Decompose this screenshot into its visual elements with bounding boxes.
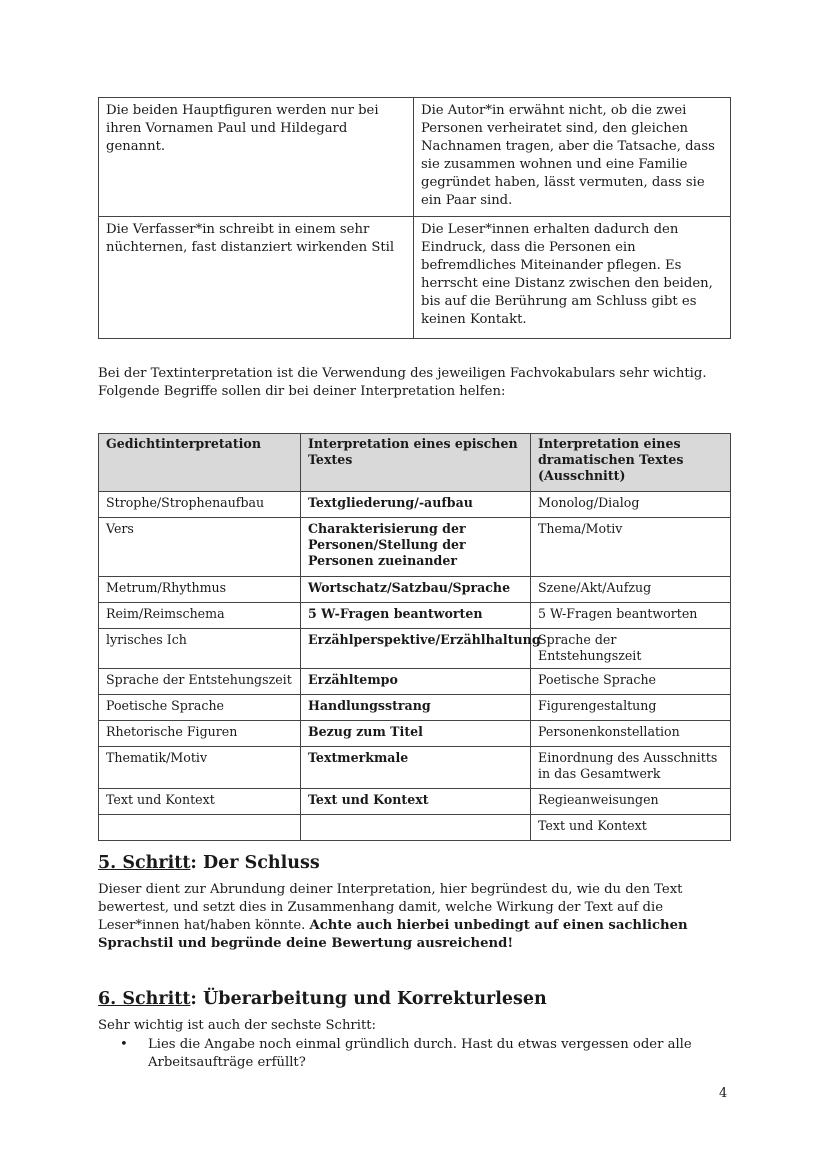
table-cell: Textgliederung/-aufbau bbox=[301, 492, 531, 518]
table-row bbox=[99, 815, 731, 841]
intro-paragraph: Bei der Textinterpretation ist die Verwendung des jeweiligen Fachvokabulars sehr wichtig. Folgende Begriffe sollen dir bei deiner Interpretation helfen: bbox=[98, 366, 707, 399]
table-cell: Erzähltempo bbox=[301, 669, 531, 695]
table-row bbox=[99, 695, 731, 721]
vocabulary-header-row bbox=[99, 434, 731, 492]
analysis-row bbox=[99, 217, 731, 339]
table-cell: Szene/Akt/Aufzug bbox=[531, 577, 731, 603]
table-row bbox=[99, 603, 731, 629]
bullet-icon: • bbox=[120, 1037, 128, 1052]
step5-heading bbox=[98, 852, 320, 874]
page-number: 4 bbox=[719, 1086, 728, 1101]
step6-paragraph: Sehr wichtig ist auch der sechste Schritt: bbox=[98, 1018, 376, 1033]
table-cell: Strophe/Strophenaufbau bbox=[99, 492, 301, 518]
table-cell: Textmerkmale bbox=[301, 747, 531, 789]
step5-text: Dieser dient zur Abrundung deiner Interpretation, hier begründest du, wie du den Text bewertest, und setzt dies in Zusammenhang damit, welche Wirkung der Text auf die Leser*innen hat/haben könnte. bbox=[98, 882, 683, 933]
table-cell: Metrum/Rhythmus bbox=[99, 577, 301, 603]
table-cell: Charakterisierung der Personen/Stellung der Personen zueinander bbox=[301, 518, 531, 577]
table-cell: Text und Kontext bbox=[301, 789, 531, 815]
table-row bbox=[99, 492, 731, 518]
column-header-epic: Interpretation eines epischen Textes bbox=[301, 434, 531, 492]
step5-title: : Der Schluss bbox=[190, 853, 320, 873]
table-cell: Handlungsstrang bbox=[301, 695, 531, 721]
table-cell bbox=[301, 815, 531, 841]
table-cell: Poetische Sprache bbox=[531, 669, 731, 695]
step5-bold-text: Achte auch hierbei unbedingt auf einen sachlichen Sprachstil und begründe deine Bewertung ausreichend! bbox=[98, 918, 688, 951]
analysis-effect: Die Autor*in erwähnt nicht, ob die zwei Personen verheiratet sind, den gleichen Nachnamen tragen, aber die Tatsache, dass sie zusammen wohnen und eine Familie gegründet haben, lässt vermuten, dass sie ein Paar sind. bbox=[414, 98, 731, 217]
table-cell: Thematik/Motiv bbox=[99, 747, 301, 789]
table-row bbox=[99, 747, 731, 789]
table-cell: Figurengestaltung bbox=[531, 695, 731, 721]
table-cell: Personenkonstellation bbox=[531, 721, 731, 747]
table-row bbox=[99, 721, 731, 747]
table-cell: Poetische Sprache bbox=[99, 695, 301, 721]
table-cell: Sprache der Entstehungszeit bbox=[99, 669, 301, 695]
table-cell bbox=[99, 815, 301, 841]
step6-title: : Überarbeitung und Korrekturlesen bbox=[190, 989, 547, 1009]
table-row bbox=[99, 669, 731, 695]
list-item-text: Lies die Angabe noch einmal gründlich durch. Hast du etwas vergessen oder alle Arbeitsaufträge erfüllt? bbox=[148, 1037, 692, 1070]
table-cell: Bezug zum Titel bbox=[301, 721, 531, 747]
step5-paragraph bbox=[98, 881, 738, 953]
table-cell: 5 W-Fragen beantworten bbox=[531, 603, 731, 629]
table-cell: Reim/Reimschema bbox=[99, 603, 301, 629]
table-cell: Rhetorische Figuren bbox=[99, 721, 301, 747]
column-header-poetry: Gedichtinterpretation bbox=[99, 434, 301, 492]
analysis-effect: Die Leser*innen erhalten dadurch den Eindruck, dass die Personen ein befremdliches Miteinander pflegen. Es herrscht eine Distanz zwischen den beiden, bis auf die Berührung am Schluss gibt es keinen Kontakt. bbox=[414, 217, 731, 339]
table-cell: Erzählperspektive/Erzählhaltung bbox=[301, 629, 531, 669]
vocabulary-table bbox=[98, 433, 731, 841]
table-row bbox=[99, 789, 731, 815]
table-cell: Vers bbox=[99, 518, 301, 577]
table-cell: Text und Kontext bbox=[531, 815, 731, 841]
table-cell: Wortschatz/Satzbau/Sprache bbox=[301, 577, 531, 603]
table-cell: Thema/Motiv bbox=[531, 518, 731, 577]
table-cell: lyrisches Ich bbox=[99, 629, 301, 669]
table-cell: Einordnung des Ausschnitts in das Gesamtwerk bbox=[531, 747, 731, 789]
analysis-observation: Die Verfasser*in schreibt in einem sehr nüchternen, fast distanziert wirkenden Stil bbox=[99, 217, 414, 339]
table-cell: Monolog/Dialog bbox=[531, 492, 731, 518]
column-header-drama: Interpretation eines dramatischen Textes (Ausschnitt) bbox=[531, 434, 731, 492]
table-cell: Regieanweisungen bbox=[531, 789, 731, 815]
analysis-row bbox=[99, 98, 731, 217]
step5-number: 5. Schritt bbox=[98, 853, 191, 873]
table-cell: Sprache der Entstehungszeit bbox=[531, 629, 731, 669]
table-cell: 5 W-Fragen beantworten bbox=[301, 603, 531, 629]
step6-number: 6. Schritt bbox=[98, 989, 191, 1009]
table-cell: Text und Kontext bbox=[99, 789, 301, 815]
analysis-observation: Die beiden Hauptfiguren werden nur bei ihren Vornamen Paul und Hildegard genannt. bbox=[99, 98, 414, 217]
table-row bbox=[99, 629, 731, 669]
table-row bbox=[99, 577, 731, 603]
step6-heading bbox=[98, 988, 547, 1010]
analysis-table bbox=[98, 97, 731, 339]
table-row bbox=[99, 518, 731, 577]
